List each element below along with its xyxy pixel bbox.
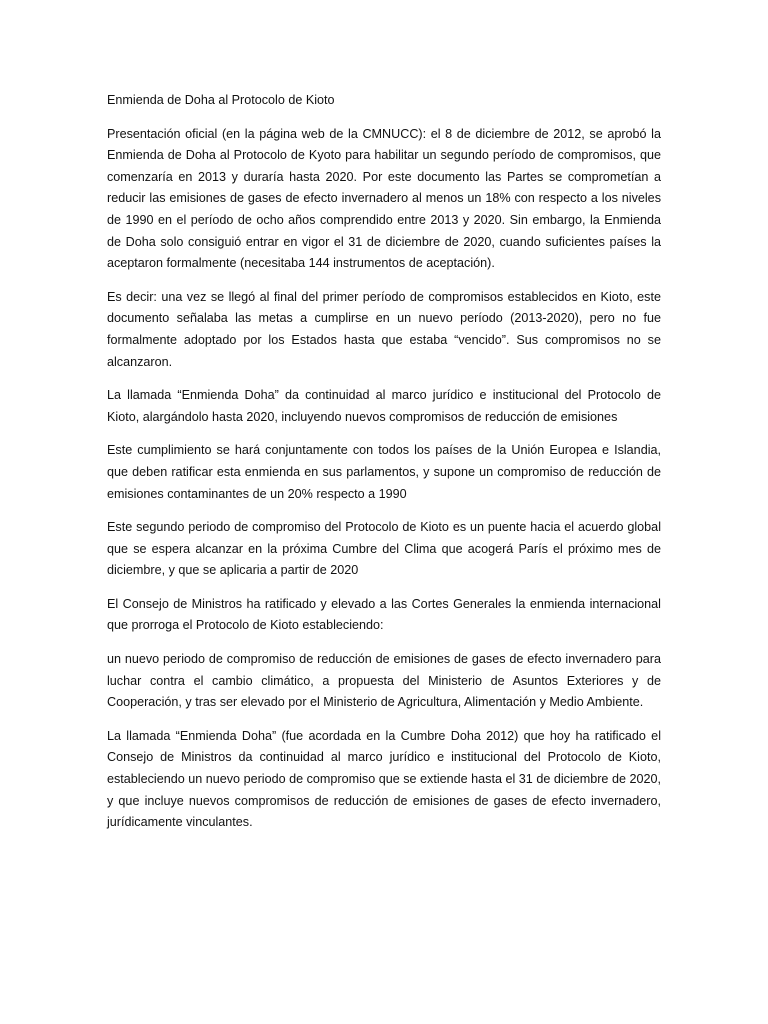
paragraph-3: La llamada “Enmienda Doha” da continuidad al marco jurídico e institucional del Protocolo de Kioto, alargándolo hasta 2020, incluyendo nuevos compromisos de reducción de emisiones <box>107 388 661 424</box>
paragraph-6: El Consejo de Ministros ha ratificado y elevado a las Cortes Generales la enmienda internacional que prorroga el Protocolo de Kioto estableciendo: <box>107 596 661 633</box>
paragraph-8: La llamada “Enmienda Doha” (fue acordada en la Cumbre Doha 2012) que hoy ha ratificado el Consejo de Ministros da continuidad al marco jurídico e institucional del Protocolo de Kioto, estableciendo un nuevo periodo de compromiso que se extiende hasta el 31 de diciembre de 2020, y que incluye nuevos compromisos de reducción de emisiones de gases de efecto invernadero, jurídicamente vinculantes. <box>107 728 661 830</box>
paragraph-1: Presentación oficial (en la página web de la CMNUCC): el 8 de diciembre de 2012, se aprobó la Enmienda de Doha al Protocolo de Kyoto para habilitar un segundo período de compromisos, que comenzaría en 2013 y duraría hasta 2020. Por este documento las Partes se comprometían a reducir las emisiones de gases de efecto invernadero al menos un 18% con respecto a los niveles de 1990 en el período de ocho años comprendido entre 2013 y 2020. Sin embargo, la Enmienda de Doha solo consiguió entrar en vigor el 31 de diciembre de 2020, cuando suficientes países la aceptaron formalmente (necesitaba 144 instrumentos de aceptación). <box>107 126 661 271</box>
document-title: Enmienda de Doha al Protocolo de Kioto <box>107 93 335 107</box>
paragraph-2: Es decir: una vez se llegó al final del primer período de compromisos establecidos en Kioto, este documento señalaba las metas a cumplirse en un nuevo período (2013-2020), pero no fue formalmente adoptado por los Estados hasta que estaba “vencido”. Sus compromisos no se alcanzaron. <box>107 289 661 369</box>
document-body <box>107 90 661 846</box>
paragraph-4: Este cumplimiento se hará conjuntamente con todos los países de la Unión Europea e Islandia, que deben ratificar esta enmienda en sus parlamentos, y supone un compromiso de reducción de emisiones contaminantes de un 20% respecto a 1990 <box>107 443 661 501</box>
paragraph-7: un nuevo periodo de compromiso de reducción de emisiones de gases de efecto invernadero para luchar contra el cambio climático, a propuesta del Ministerio de Asuntos Exteriores y de Cooperación, y tras ser elevado por el Ministerio de Agricultura, Alimentación y Medio Ambiente. <box>107 652 661 710</box>
paragraph-5: Este segundo periodo de compromiso del Protocolo de Kioto es un puente hacia el acuerdo global que se espera alcanzar en la próxima Cumbre del Clima que acogerá París el próximo mes de diciembre, y que se aplicaria a partir de 2020 <box>107 520 661 578</box>
